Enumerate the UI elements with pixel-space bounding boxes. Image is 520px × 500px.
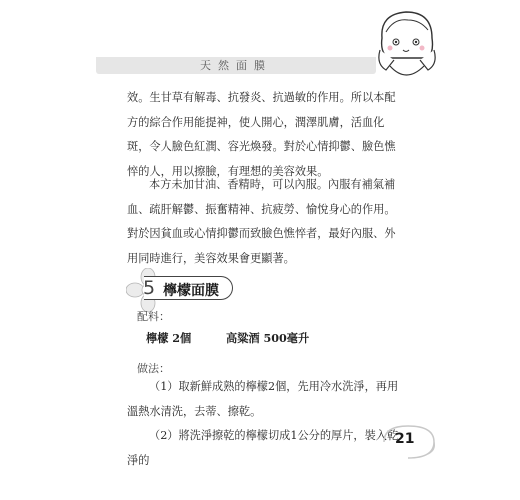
header-band — [96, 57, 376, 74]
header-title: 天然面膜 — [200, 59, 272, 72]
ingredient-item: 高粱酒 500毫升 — [226, 331, 310, 345]
section-title: 檸檬面膜 — [163, 283, 219, 299]
section-number: 5 — [143, 277, 156, 299]
body-paragraph-1: 效。生甘草有解毒、抗發炎、抗過敏的作用。所以本配方的綜合作用能提神，使人開心，潤澤肌膚，活血化斑，令人臉色紅潤、容光煥發。對於心情抑鬱、臉色憔悴的人，用以擦臉，有理想的美容效果。 — [127, 91, 396, 178]
method-step: （1）取新鮮成熟的檸檬2個，先用冷水洗淨，再用溫熱水清洗，去蒂、擦乾。 — [127, 380, 399, 418]
ingredient-item: 檸檬 2個 — [146, 331, 192, 345]
girl-illustration — [376, 8, 438, 86]
method-step: （2）將洗淨擦乾的檸檬切成1公分的厚片，裝入乾淨的 — [127, 429, 399, 467]
method-label: 做法： — [137, 362, 170, 375]
body-paragraph-2: 本方未加甘油、香精時，可以內服。內服有補氣補血、疏肝解鬱、振奮精神、抗疲勞、愉悅身心的作用。對於因貧血或心情抑鬱而致臉色憔悴者，最好內服、外用同時進行，美容效果會更顯著。 — [127, 178, 396, 265]
page-number: 21 — [395, 431, 415, 447]
ingredients-label: 配料： — [137, 310, 170, 323]
